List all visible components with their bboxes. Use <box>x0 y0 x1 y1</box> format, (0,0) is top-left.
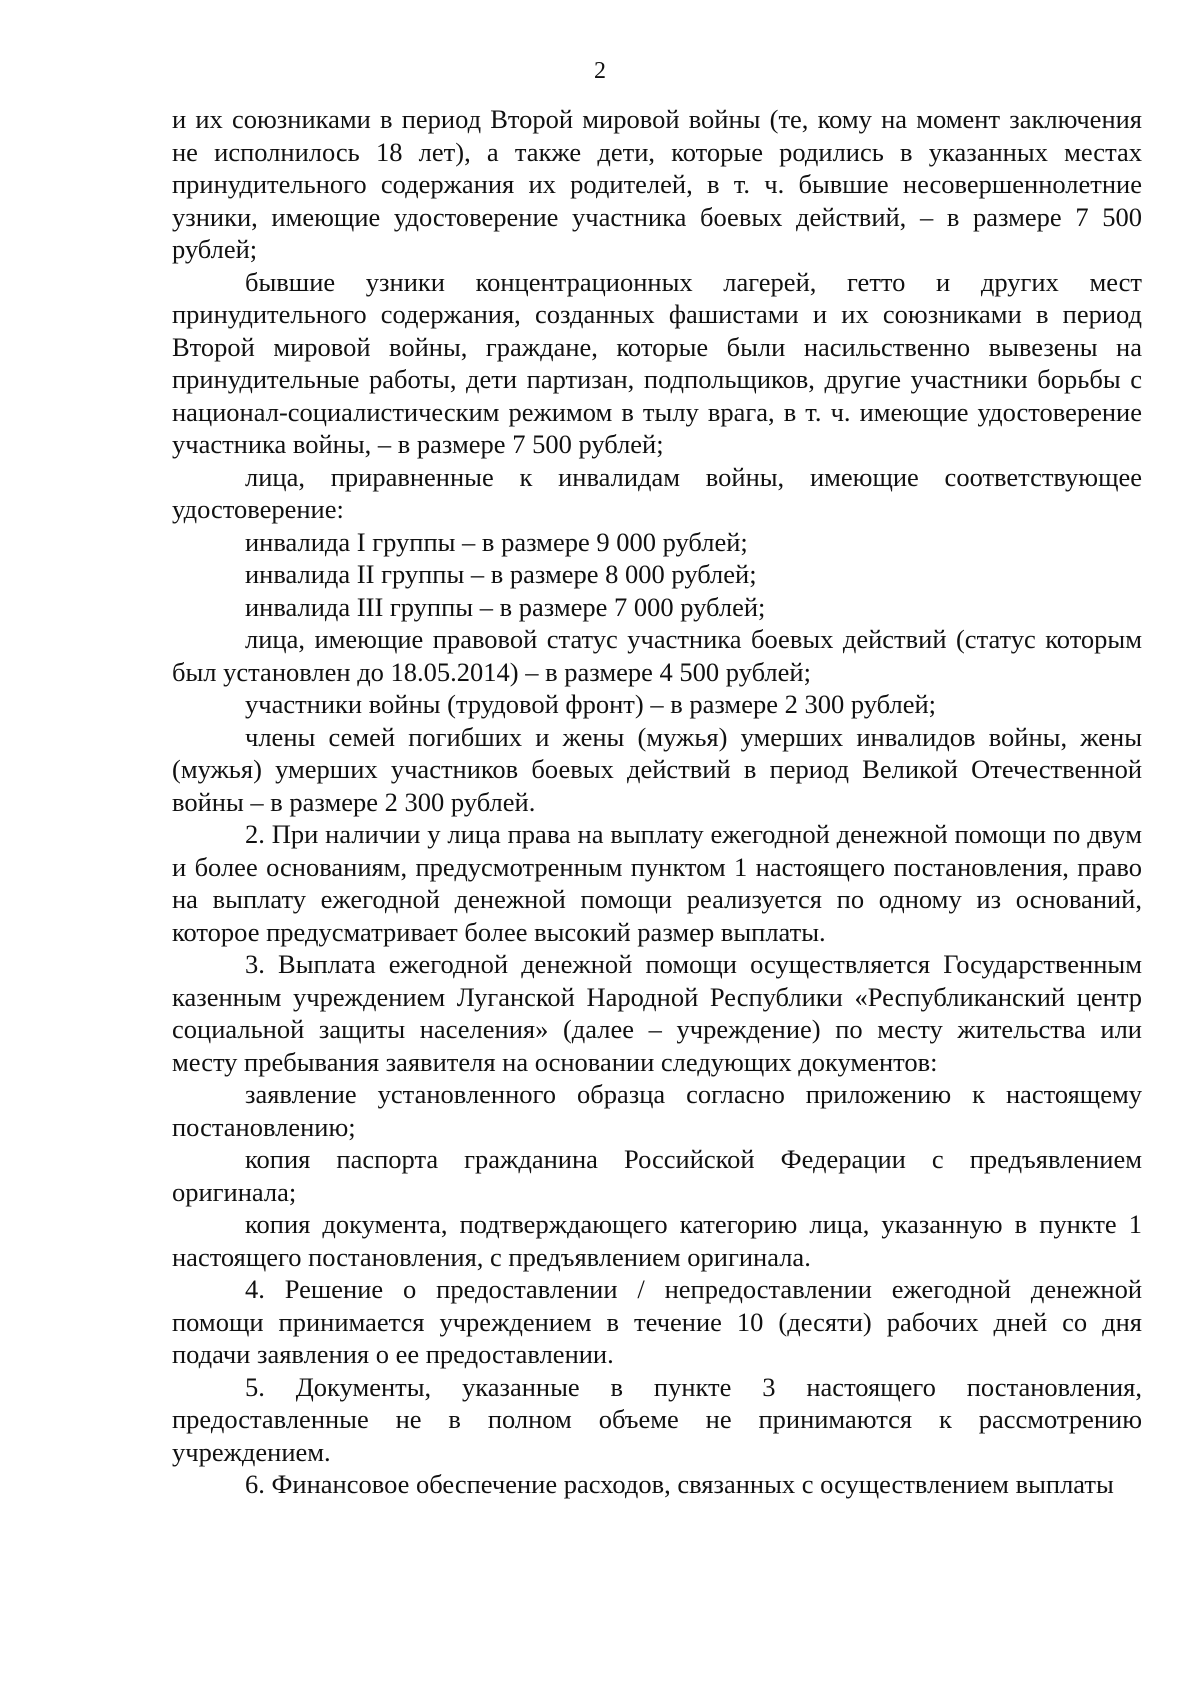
list-item-invalid-group-2: инвалида II группы – в размере 8 000 рублей; <box>245 559 757 589</box>
page-number: 2 <box>594 58 606 84</box>
document-body <box>172 103 1142 1501</box>
clause-5: 5. Документы, указанные в пункте 3 настоящего постановления, предоставленные не в полном объеме не принимаются к рассмотрению учреждением. <box>172 1371 1142 1467</box>
clause-6: 6. Финансовое обеспечение расходов, связанных с осуществлением выплаты <box>245 1469 1114 1499</box>
paragraph-war-invalid-equivalents: лица, приравненные к инвалидам войны, имеющие соответствующее удостоверение: <box>172 461 1142 524</box>
clause-2: 2. При наличии у лица права на выплату ежегодной денежной помощи по двум и более основаниям, предусмотренным пунктом 1 настоящего постановления, право на выплату ежегодной денежной помощи реализуется по одному из оснований, которое предусматривает более высокий размер выплаты. <box>172 819 1142 947</box>
paragraph-combat-veterans: лица, имеющие правовой статус участника боевых действий (статус которым был установлен до 18.05.2014) – в размере 4 500 рублей; <box>172 624 1142 687</box>
paragraph-labor-front: участники войны (трудовой фронт) – в размере 2 300 рублей; <box>245 689 937 719</box>
paragraph-former-prisoners: бывшие узники концентрационных лагерей, гетто и других мест принудительного содержания, созданных фашистами и их союзниками в период Второй мировой войны, граждане, которые были насильственно вывезены на принудительные работы, дети партизан, подпольщиков, другие участники борьбы с национал-социалистическим режимом в тылу врага, в т. ч. имеющие удостоверение участника войны, – в размере 7 500 рублей; <box>172 266 1142 459</box>
list-item-category-document: копия документа, подтверждающего категорию лица, указанную в пункте 1 настоящего постановления, с предъявлением оригинала. <box>172 1209 1142 1272</box>
paragraph-family-members: члены семей погибших и жены (мужья) умерших инвалидов войны, жены (мужья) умерших участников боевых действий в период Великой Отечественной войны – в размере 2 300 рублей. <box>172 721 1142 817</box>
list-item-invalid-group-1: инвалида I группы – в размере 9 000 рублей; <box>245 526 748 557</box>
clause-3: 3. Выплата ежегодной денежной помощи осуществляется Государственным казенным учреждением Луганской Народной Республики «Республиканский центр социальной защиты населения» (далее – учреждение) по месту жительства или месту пребывания заявителя на основании следующих документов: <box>172 949 1142 1077</box>
clause-4: 4. Решение о предоставлении / непредоставлении ежегодной денежной помощи принимается учреждением в течение 10 (десяти) рабочих дней со дня подачи заявления о ее предоставлении. <box>172 1274 1142 1369</box>
paragraph-continuation: и их союзниками в период Второй мировой войны (те, кому на момент заключения не исполнилось 18 лет), а также дети, которые родились в указанных местах принудительного содержания их родителей, в т. ч. бывшие несовершеннолетние узники, имеющие удостоверение участника боевых действий, – в размере 7 500 рублей; <box>172 104 1142 264</box>
list-item-application: заявление установленного образца согласно приложению к настоящему постановлению; <box>172 1079 1142 1142</box>
list-item-invalid-group-3: инвалида III группы – в размере 7 000 рублей; <box>245 591 766 622</box>
list-item-passport-copy: копия паспорта гражданина Российской Федерации с предъявлением оригинала; <box>172 1144 1142 1207</box>
